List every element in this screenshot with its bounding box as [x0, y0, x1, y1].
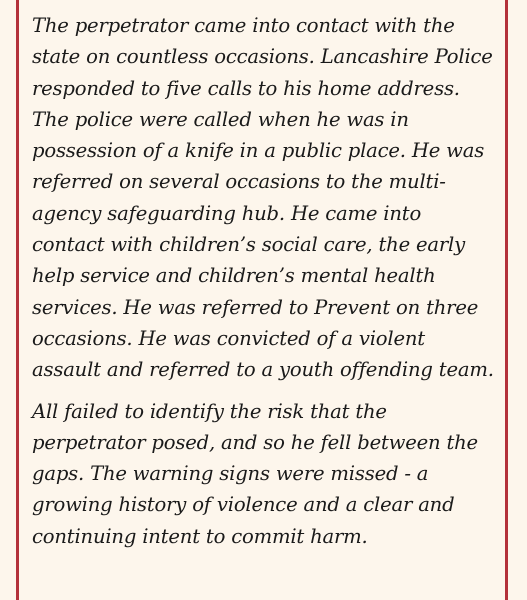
quote-paragraph-1: The perpetrator came into contact with the state on countless occasions. Lancashire Police responded to five calls to his home address. The police were called when he was in possession of a knife in a public place. He was referred on several occasions to the multi-agency safeguarding hub. He came into contact with children’s social care, the early help service and children’s mental health services. He was referred to Prevent on three occasions. He was convicted of a violent assault and referred to a youth offending team.	[32, 14, 494, 382]
quote-paragraph-2: All failed to identify the risk that the perpetrator posed, and so he fell between the gaps. The warning signs were missed - a growing history of violence and a clear and continuing intent to commit harm.	[32, 399, 478, 548]
quote-box	[16, 0, 508, 600]
